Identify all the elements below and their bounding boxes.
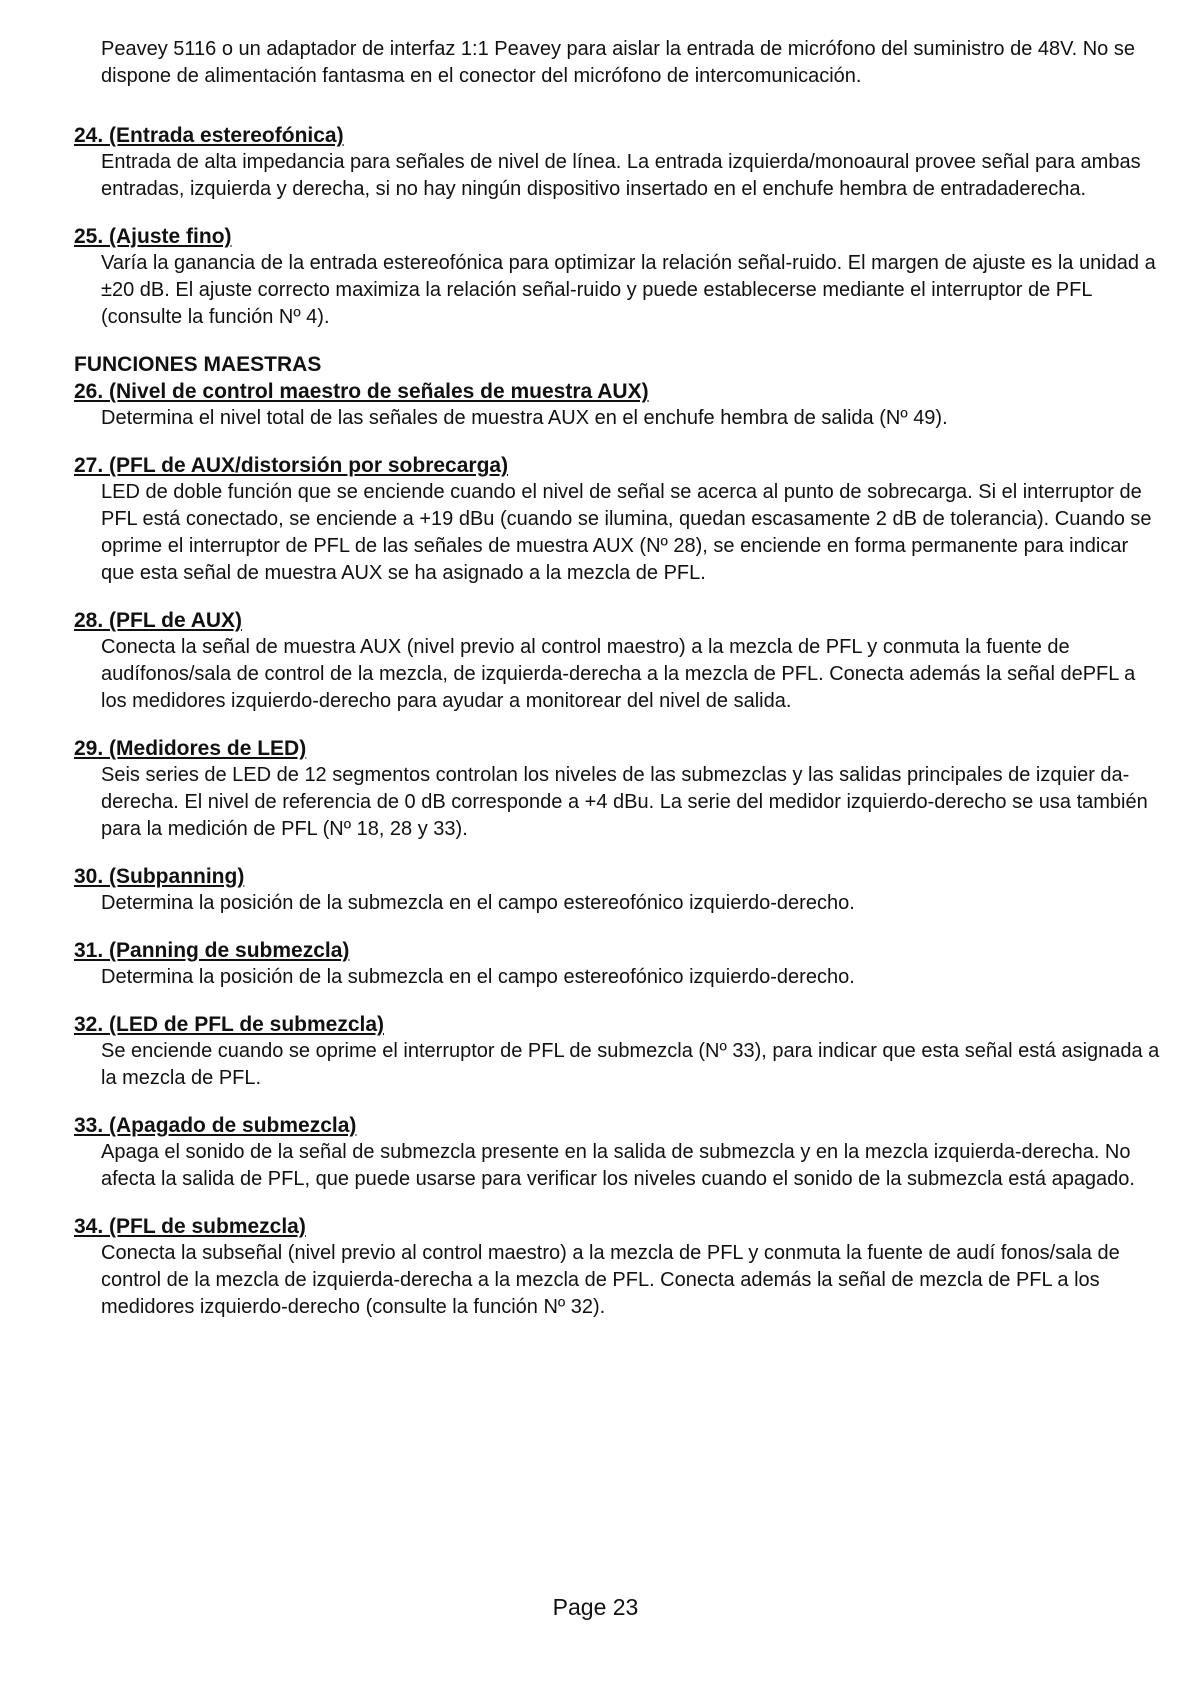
section-body: Varía la ganancia de la entrada estereofónica para optimizar la relación señal-ruido. El margen de ajuste es la unidad a ±20 dB. El ajuste correcto maximiza la relación señal-ruido y puede establecerse mediante el interruptor de PFL (consulte la función Nº 4). [101, 252, 1156, 328]
section-body: Determina el nivel total de las señales de muestra AUX en el enchufe hembra de salida (Nº 49). [101, 407, 948, 429]
section-25 [74, 223, 1164, 331]
section-heading: 25. (Ajuste fino) [74, 225, 232, 248]
section-24 [74, 122, 1164, 203]
section-heading: 24. (Entrada estereofónica) [74, 124, 344, 147]
section-27 [74, 452, 1164, 587]
section-26 [74, 351, 1164, 432]
section-heading: 29. (Medidores de LED) [74, 737, 307, 760]
intro-paragraph: Peavey 5116 o un adaptador de interfaz 1:1 Peavey para aislar la entrada de micrófono del suministro de 48V. No se dispone de alimentación fantasma en el conector del micrófono de intercomunicación. [101, 38, 1135, 87]
section-28 [74, 607, 1164, 715]
section-heading: 26. (Nivel de control maestro de señales de muestra AUX) [74, 380, 649, 403]
section-31 [74, 937, 1164, 991]
section-32 [74, 1011, 1164, 1092]
section-body: Apaga el sonido de la señal de submezcla presente en la salida de submezcla y en la mezcla izquierda-derecha. No afecta la salida de PFL, que puede usarse para verificar los niveles cuando el sonido de la submezcla está apagado. [101, 1141, 1135, 1190]
section-body: Se enciende cuando se oprime el interruptor de PFL de submezcla (Nº 33), para indicar que esta señal está asignada a la mezcla de PFL. [101, 1040, 1160, 1089]
section-heading: 32. (LED de PFL de submezcla) [74, 1013, 385, 1036]
section-33 [74, 1112, 1164, 1193]
group-title: FUNCIONES MAESTRAS [74, 353, 322, 376]
section-heading: 30. (Subpanning) [74, 865, 245, 888]
section-heading: 34. (PFL de submezcla) [74, 1215, 306, 1238]
section-body: Entrada de alta impedancia para señales de nivel de línea. La entrada izquierda/monoaural provee señal para ambas entradas, izquierda y derecha, si no hay ningún dispositivo insertado en el enchufe hembra de entradaderecha. [101, 151, 1141, 200]
section-heading: 28. (PFL de AUX) [74, 609, 243, 632]
section-30 [74, 863, 1164, 917]
section-body: Determina la posición de la submezcla en el campo estereofónico izquierdo-derecho. [101, 966, 855, 988]
sections-list [74, 122, 1164, 1341]
section-body: Conecta la señal de muestra AUX (nivel previo al control maestro) a la mezcla de PFL y conmuta la fuente de audífonos/sala de control de la mezcla, de izquierda-derecha a la mezcla de PFL. Conecta además la señal dePFL a los medidores izquierdo-derecho para ayudar a monitorear del nivel de salida. [101, 636, 1136, 712]
section-body: Conecta la subseñal (nivel previo al control maestro) a la mezcla de PFL y conmuta la fuente de audí fonos/sala de control de la mezcla de izquierda-derecha a la mezcla de PFL. Conecta además la señal de mezcla de PFL a los medidores izquierdo-derecho (consulte la función Nº 32). [101, 1242, 1120, 1318]
section-body: LED de doble función que se enciende cuando el nivel de señal se acerca al punto de sobrecarga. Si el interruptor de PFL está conectado, se enciende a +19 dBu (cuando se ilumina, quedan escasamente 2 dB de tolerancia). Cuando se oprime el interruptor de PFL de las señales de muestra AUX (Nº 28), se enciende en forma permanente para indicar que esta señal de muestra AUX se ha asignado a la mezcla de PFL. [101, 481, 1152, 584]
section-29 [74, 735, 1164, 843]
page-number: Page 23 [552, 1594, 639, 1620]
section-heading: 27. (PFL de AUX/distorsión por sobrecarga) [74, 454, 509, 477]
section-heading: 33. (Apagado de submezcla) [74, 1114, 357, 1137]
section-34 [74, 1213, 1164, 1321]
section-heading: 31. (Panning de submezcla) [74, 939, 350, 962]
section-body: Seis series de LED de 12 segmentos controlan los niveles de las submezclas y las salidas principales de izquier da-derecha. El nivel de referencia de 0 dB corresponde a +4 dBu. La serie del medidor izquierdo-derecho se usa también para la medición de PFL (Nº 18, 28 y 33). [101, 764, 1148, 840]
section-body: Determina la posición de la submezcla en el campo estereofónico izquierdo-derecho. [101, 892, 855, 914]
